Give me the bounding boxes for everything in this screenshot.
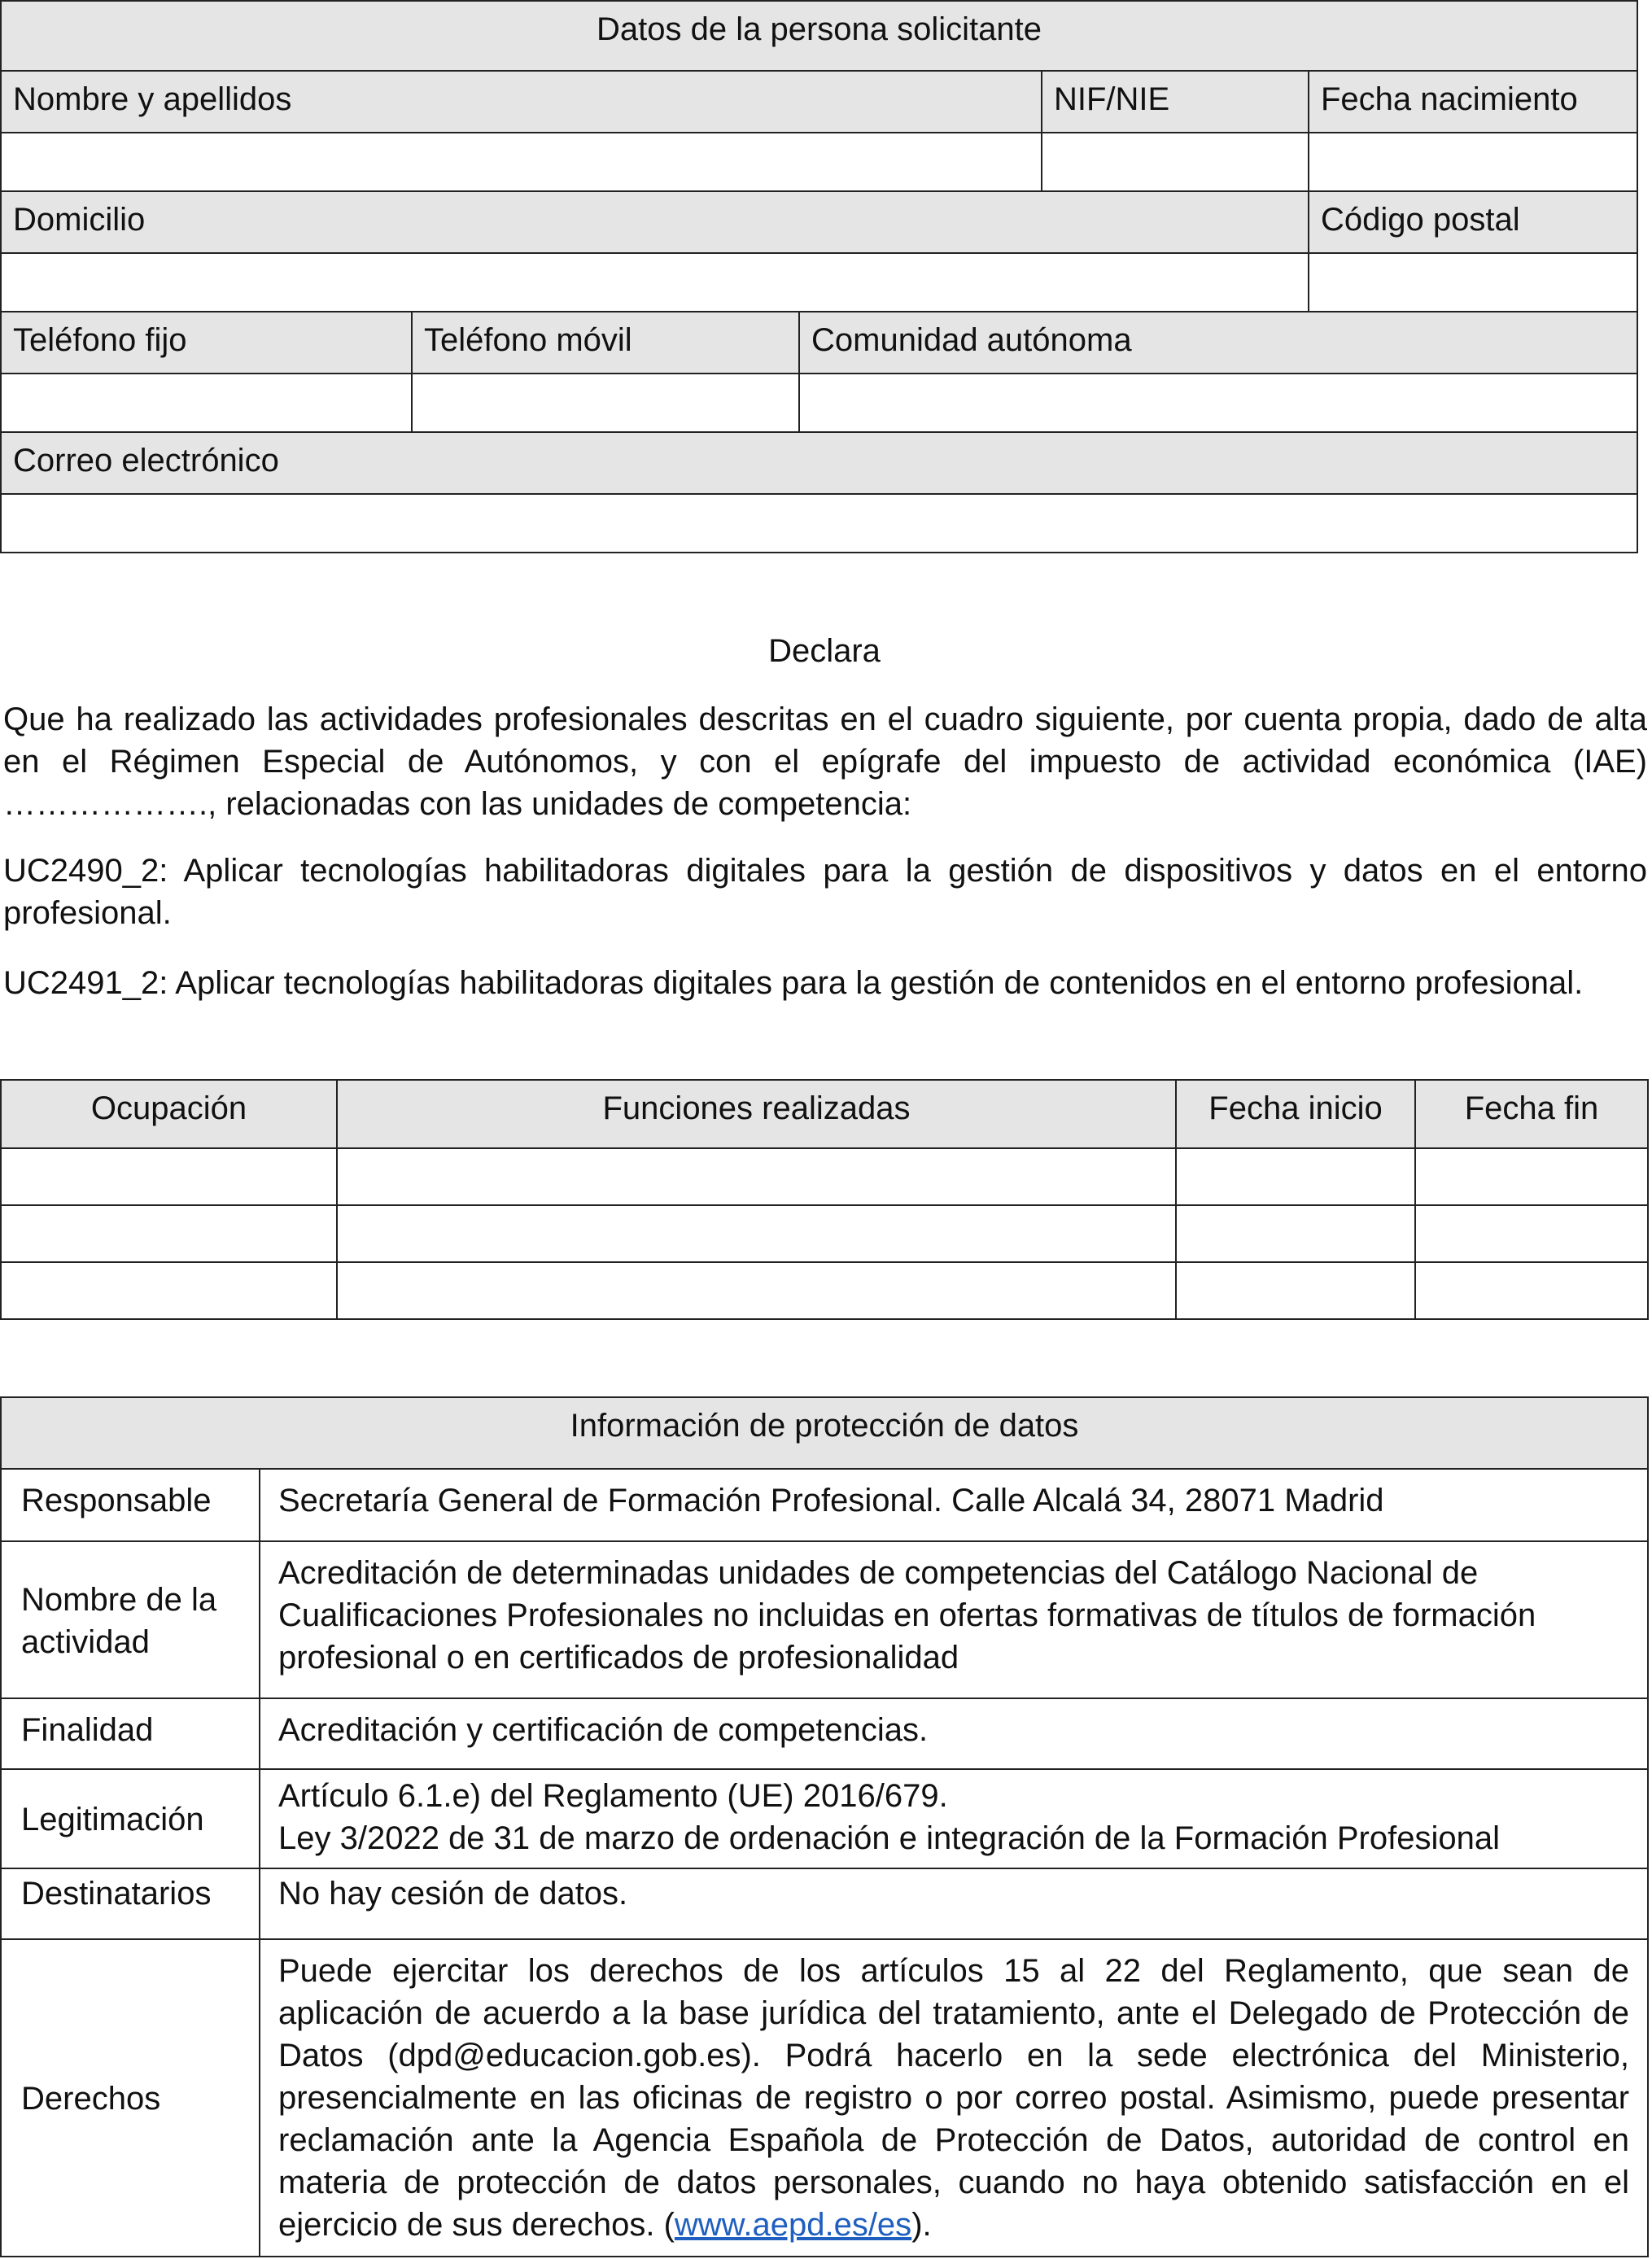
table-row bbox=[1, 1205, 1648, 1262]
uc2490-paragraph: UC2490_2: Aplicar tecnologías habilitadoras digitales para la gestión de dispositivos y datos en el entorno profesional. bbox=[3, 853, 1647, 931]
address-field[interactable] bbox=[1, 253, 1309, 312]
rights-label: Derechos bbox=[1, 1939, 260, 2257]
purpose-value: Acreditación y certificación de competencias. bbox=[260, 1698, 1648, 1769]
start-date-cell[interactable] bbox=[1176, 1262, 1415, 1319]
data-protection-title: Información de protección de datos bbox=[1, 1397, 1648, 1469]
functions-cell[interactable] bbox=[337, 1148, 1176, 1205]
occupation-cell[interactable] bbox=[1, 1262, 337, 1319]
responsible-label: Responsable bbox=[1, 1469, 260, 1541]
occupation-cell[interactable] bbox=[1, 1148, 337, 1205]
responsible-value: Secretaría General de Formación Profesional. Calle Alcalá 34, 28071 Madrid bbox=[260, 1469, 1648, 1541]
aepd-link[interactable]: www.aepd.es/es bbox=[674, 2207, 912, 2243]
recipients-value: No hay cesión de datos. bbox=[260, 1868, 1648, 1939]
occupation-header: Ocupación bbox=[1, 1080, 337, 1148]
end-date-cell[interactable] bbox=[1415, 1205, 1648, 1262]
purpose-label: Finalidad bbox=[1, 1698, 260, 1769]
landline-field[interactable] bbox=[1, 374, 412, 432]
applicant-section-title: Datos de la persona solicitante bbox=[1, 1, 1637, 71]
activities-table bbox=[0, 1079, 1649, 1320]
region-label: Comunidad autónoma bbox=[799, 312, 1637, 374]
postal-code-field[interactable] bbox=[1309, 253, 1637, 312]
name-label: Nombre y apellidos bbox=[1, 71, 1042, 133]
region-field[interactable] bbox=[799, 374, 1637, 432]
occupation-cell[interactable] bbox=[1, 1205, 337, 1262]
start-date-cell[interactable] bbox=[1176, 1205, 1415, 1262]
mobile-label: Teléfono móvil bbox=[412, 312, 799, 374]
end-date-cell[interactable] bbox=[1415, 1262, 1648, 1319]
nif-field[interactable] bbox=[1042, 133, 1309, 191]
legitimation-value bbox=[260, 1769, 1648, 1868]
functions-cell[interactable] bbox=[337, 1262, 1176, 1319]
start-date-cell[interactable] bbox=[1176, 1148, 1415, 1205]
email-label: Correo electrónico bbox=[1, 432, 1637, 494]
activity-name-value: Acreditación de determinadas unidades de competencias del Catálogo Nacional de Cualificaciones Profesionales no incluidas en ofertas formativas de títulos de formación profesional o en certificados de profesionalidad bbox=[260, 1541, 1648, 1698]
recipients-label: Destinatarios bbox=[1, 1868, 260, 1939]
functions-header: Funciones realizadas bbox=[337, 1080, 1176, 1148]
rights-text: Puede ejercitar los derechos de los artículos 15 al 22 del Reglamento, que sean de aplicación de acuerdo a la base jurídica del tratamiento, ante el Delegado de Protección de Datos (dpd@educacion.gob.es). Podrá hacerlo en la sede electrónica del Ministerio, presencialmente en las oficinas de registro o por correo postal. Asimismo, puede presentar reclamación ante la Agencia Española de Protección de Datos, autoridad de control en materia de protección de datos personales, cuando no haya obtenido satisfacción en el ejercicio de sus derechos. ( bbox=[278, 1953, 1630, 2243]
data-protection-table bbox=[0, 1396, 1649, 2257]
postal-code-label: Código postal bbox=[1309, 191, 1637, 253]
legitimation-label: Legitimación bbox=[1, 1769, 260, 1868]
rights-text-end: ). bbox=[911, 2207, 932, 2243]
table-row bbox=[1, 1148, 1648, 1205]
email-field[interactable] bbox=[1, 494, 1637, 553]
functions-cell[interactable] bbox=[337, 1205, 1176, 1262]
activity-name-label: Nombre de la actividad bbox=[1, 1541, 260, 1698]
table-row bbox=[1, 1262, 1648, 1319]
end-date-header: Fecha fin bbox=[1415, 1080, 1648, 1148]
birthdate-field[interactable] bbox=[1309, 133, 1637, 191]
mobile-field[interactable] bbox=[412, 374, 799, 432]
applicant-data-table bbox=[0, 0, 1638, 553]
birthdate-label: Fecha nacimiento bbox=[1309, 71, 1637, 133]
landline-label: Teléfono fijo bbox=[1, 312, 412, 374]
declaration-paragraph: Que ha realizado las actividades profesionales descritas en el cuadro siguiente, por cuenta propia, dado de alta en el Régimen Especial de Autónomos, y con el epígrafe del impuesto de actividad económica (IAE) ………………., relacionadas con las unidades de competencia: bbox=[3, 701, 1647, 822]
uc2491-paragraph: UC2491_2: Aplicar tecnologías habilitadoras digitales para la gestión de contenidos en el entorno profesional. bbox=[3, 965, 1584, 1001]
rights-value bbox=[260, 1939, 1648, 2257]
name-field[interactable] bbox=[1, 133, 1042, 191]
address-label: Domicilio bbox=[1, 191, 1309, 253]
legitimation-line-2: Ley 3/2022 de 31 de marzo de ordenación e integración de la Formación Profesional bbox=[278, 1820, 1500, 1856]
start-date-header: Fecha inicio bbox=[1176, 1080, 1415, 1148]
end-date-cell[interactable] bbox=[1415, 1148, 1648, 1205]
nif-label: NIF/NIE bbox=[1042, 71, 1309, 133]
legitimation-line-1: Artículo 6.1.e) del Reglamento (UE) 2016/679. bbox=[278, 1778, 948, 1814]
declaration-title: Declara bbox=[768, 633, 881, 669]
